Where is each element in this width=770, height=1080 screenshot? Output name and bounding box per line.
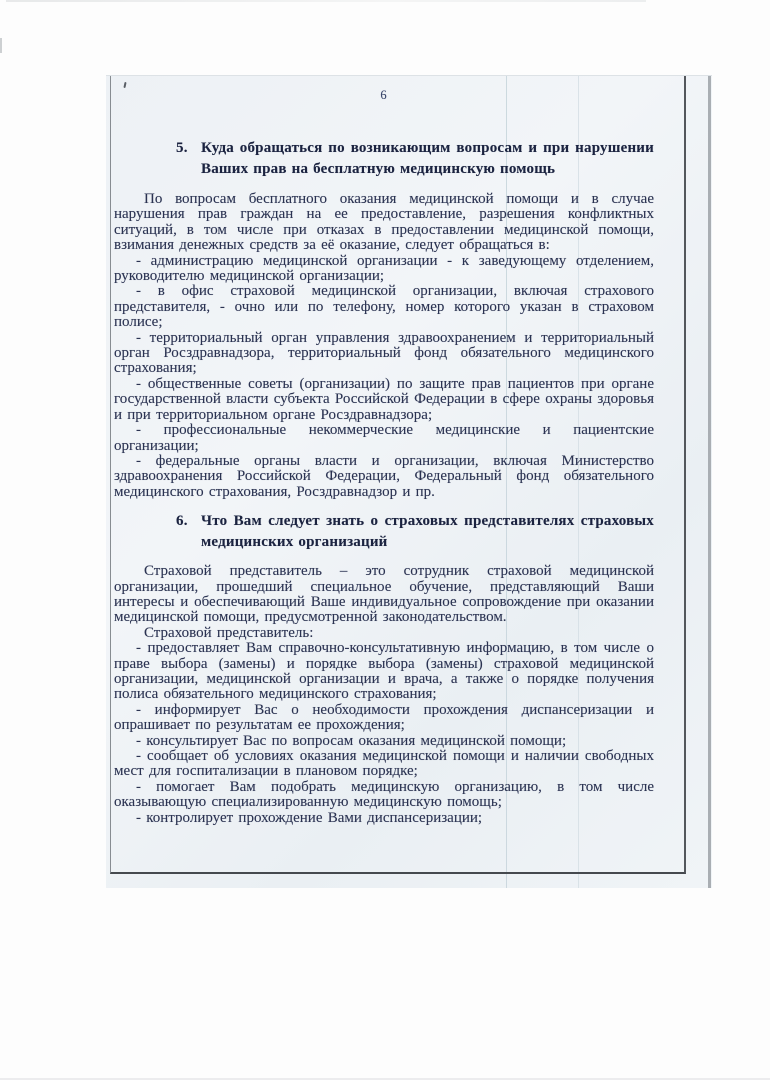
page-content (114, 76, 654, 826)
page-frame (110, 76, 686, 874)
page-number: 6 (380, 88, 388, 102)
body-paragraph: Страховой представитель: (144, 624, 314, 641)
list-item-paragraph: - консультирует Вас по вопросам оказания медицинской помощи; (136, 732, 567, 749)
scan-edge-smudge-top (6, 0, 646, 2)
list-item-paragraph: - профессиональные некоммерческие медицинские и пациентские организации; (114, 422, 654, 454)
document-sheet (106, 75, 712, 888)
list-item-paragraph: - общественные советы (организации) по защите прав пациентов при органе государственной власти субъекта Российской Федерации в сфере охраны здоровья и при территориальном органе Росздравнадзора; (114, 375, 654, 423)
sheet-edge-shadow (708, 76, 711, 888)
list-item-paragraph: - сообщает об условиях оказания медицинской помощи и наличии свободных мест для госпитализации в плановом порядке; (114, 748, 654, 780)
section-paragraphs (114, 564, 654, 826)
heading-text: Куда обращаться по возникающим вопросам и при нарушении Ваших прав на бесплатную медицинскую помощь (201, 140, 654, 177)
body-paragraph: Страховой представитель – это сотрудник страховой медицинской организации, прошедший специальное обучение, представляющий Ваши интересы и обеспечивающий Ваше индивидуальное сопровождение при оказании медицинской помощи, предусмотренной законодательством. (114, 563, 654, 626)
body-paragraph: По вопросам бесплатного оказания медицинской помощи и в случае нарушения прав граждан на ее предоставление, разрешения конфликтных ситуаций, в том числе при отказах в предоставлении медицинской помощи, взимания денежных средств за её оказание, следует обращаться в: (114, 191, 654, 254)
list-item-paragraph: - федеральные органы власти и организации, включая Министерство здравоохранения Российской Федерации, Федеральный фонд обязательного медицинского страхования, Росздравнадзор и пр. (114, 452, 654, 500)
document-section (114, 511, 654, 826)
heading-number: 6. (176, 513, 188, 530)
list-item-paragraph: - контролирует прохождение Вами диспансеризации; (136, 809, 483, 826)
document-body (114, 138, 654, 826)
list-item-paragraph: - администрацию медицинской организации - к заведующему отделением, руководителю медицинской организации; (114, 252, 654, 285)
heading-number: 5. (176, 140, 188, 156)
list-item-paragraph: - помогает Вам подобрать медицинскую организацию, в том числе оказывающую специализированную медицинскую помощь; (114, 778, 654, 811)
heading-text: Что Вам следует знать о страховых представителях страховых медицинских организаций (201, 513, 654, 550)
document-section (114, 138, 654, 500)
scan-edge-mark-left (0, 38, 2, 53)
section-heading (176, 511, 654, 552)
list-item-paragraph: - информирует Вас о необходимости прохождения диспансеризации и опрашивает по результатам ее прохождения; (114, 701, 654, 734)
list-item-paragraph: - территориальный орган управления здравоохранением и территориальный орган Росздравнадзора, территориальный фонд обязательного медицинского страхования; (114, 329, 654, 377)
list-item-paragraph: - в офис страховой медицинской организации, включая страхового представителя, - очно или по телефону, номер которого указан в страховом полисе; (114, 283, 654, 331)
section-paragraphs (114, 192, 654, 500)
section-heading (176, 138, 654, 179)
list-item-paragraph: - предоставляет Вам справочно-консультативную информацию, в том числе о праве выбора (замены) и порядке выбора (замены) страховой медицинской организации, медицинской организации и врача, а также о порядке получения полиса обязательного медицинского страхования; (114, 640, 654, 703)
